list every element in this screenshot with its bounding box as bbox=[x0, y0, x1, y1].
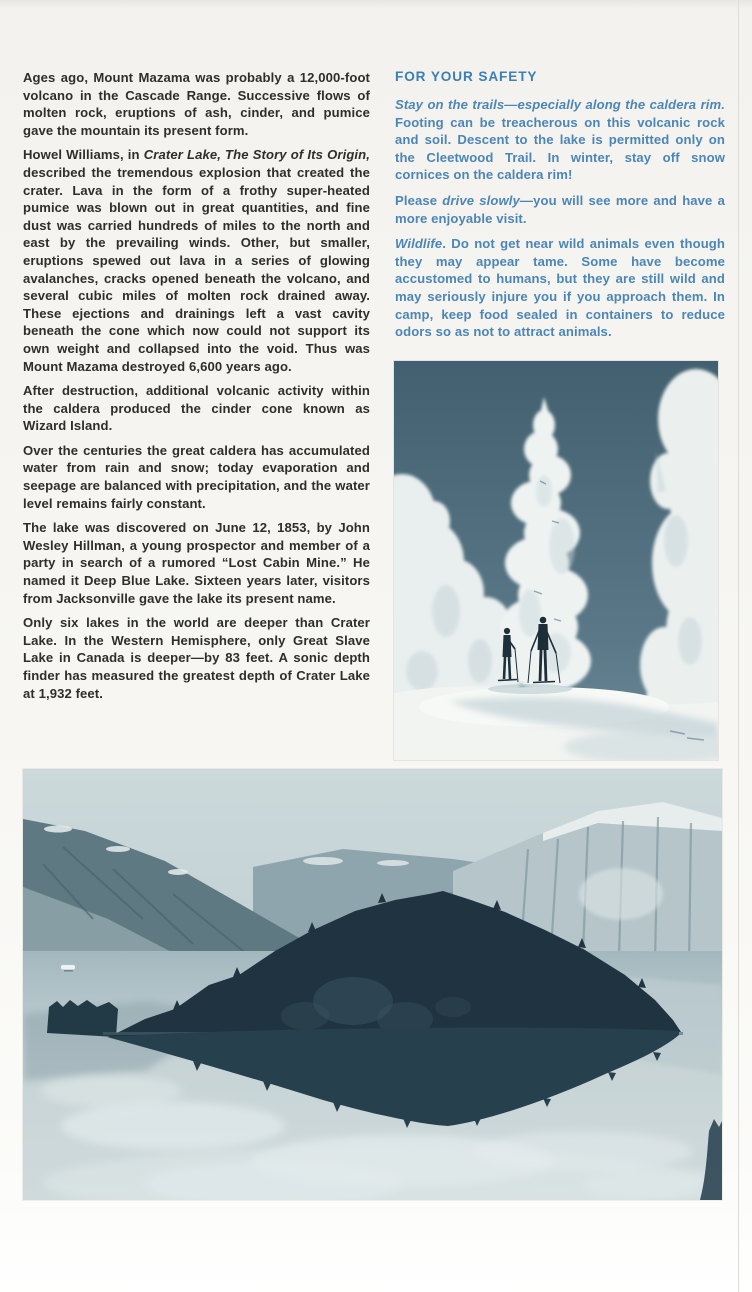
safety-emphasis-italic: Stay on the trails—especially along the caldera rim. bbox=[395, 97, 725, 112]
history-column bbox=[23, 69, 370, 709]
text-segment: Howel Williams, in bbox=[23, 147, 144, 163]
safety-column bbox=[395, 69, 725, 349]
winter-photo-illustration bbox=[394, 361, 718, 760]
paragraph-trails bbox=[395, 96, 725, 184]
right-cliff-lightpatch bbox=[579, 868, 663, 920]
scan-edge-line bbox=[738, 0, 739, 1292]
text-segment: Footing can be treacherous on this volcanic rock and soil. Descent to the lake is permitted only on the Cleetwood Trail. In winter, stay off snow cornices on the caldera rim! bbox=[395, 114, 725, 183]
paragraph-wizard-island: After destruction, additional volcanic activity within the caldera produced the cinder cone known as Wizard Island. bbox=[23, 383, 370, 434]
paragraph-explosion bbox=[23, 146, 370, 375]
book-title-italic: Crater Lake, The Story of Its Origin, bbox=[143, 147, 370, 163]
safety-heading: FOR YOUR SAFETY bbox=[395, 69, 538, 84]
wizard-island-tail bbox=[47, 1000, 118, 1037]
paragraph-caldera-water: Over the centuries the great caldera has accumulated water from rain and snow; today evaporation and seepage are balanced with precipitation, and the water level remains fairly constant. bbox=[23, 442, 370, 511]
text-segment: Please bbox=[395, 192, 443, 208]
text-segment: described the tremendous explosion that created the crater. Lava in the form of a frothy super-heated pumice was blown out in great quantities, and fine dust was carried hundreds of miles to the north and east by the prevailing winds. Other, but smaller, eruptions spewed out lava in a series of glowing avalanches, cracks opened beneath the volcano, and several cubic miles of molten rock drained away. These ejections and drainings left a vast cavity beneath the cone which now could not support its own weight and collapsed into the void. Thus was Mount Mazama destroyed 6,600 years ago. bbox=[23, 164, 370, 374]
paragraph-mazama-origin: Ages ago, Mount Mazama was probably a 12,000-foot volcano in the Cascade Range. Successive flows of molten rock, eruptions of ash, cinder, and pumice gave the mountain its present form. bbox=[23, 70, 370, 138]
lake-photo-illustration bbox=[23, 769, 722, 1200]
text-segment: . Do not get near wild animals even though they may appear tame. Some have become accustomed to humans, but they are still wild and may seriously injure you if you approach them. In camp, keep food sealed in containers to reduce odors so as not to attract animals. bbox=[395, 236, 725, 340]
skier-shadow bbox=[488, 684, 572, 694]
paragraph-wildlife bbox=[395, 235, 725, 341]
paragraph-discovery: The lake was discovered on June 12, 1853, by John Wesley Hillman, a young prospector and member of a party in search of a rumored “Lost Cabin Mine.” He named it Deep Blue Lake. Sixteen years later, visitors from Jacksonville gave the lake its present name. bbox=[23, 520, 370, 606]
safety-emphasis-italic: Wildlife bbox=[395, 236, 443, 252]
paragraph-depth: Only six lakes in the world are deeper than Crater Lake. In the Western Hemisphere, only Great Slave Lake in Canada is deeper—by 83 feet. A sonic depth finder has measured the greatest depth of Crater Lake at 1,932 feet. bbox=[23, 615, 370, 701]
text-segment: —you will see more and have a more enjoyable visit. bbox=[395, 192, 725, 226]
paragraph-drive-slowly bbox=[395, 192, 725, 227]
crater-lake-photo bbox=[23, 769, 722, 1200]
safety-emphasis-italic: drive slowly bbox=[442, 192, 520, 208]
winter-skiers-photo bbox=[394, 361, 718, 760]
